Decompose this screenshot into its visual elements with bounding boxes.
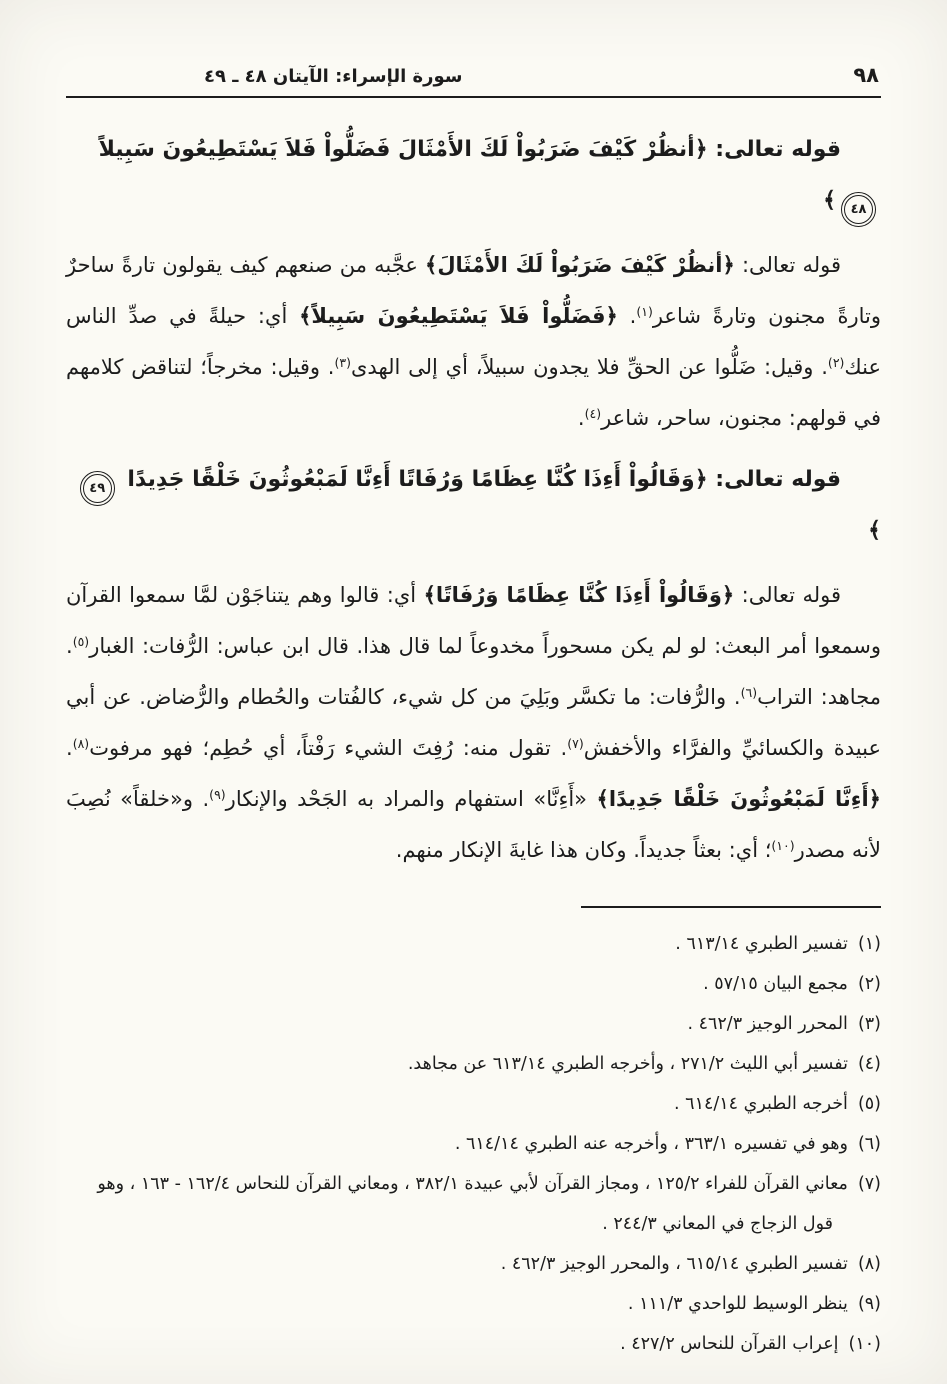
quran-verse: ﴿أنظُرْ كَيْفَ ضَرَبُواْ لَكَ الأَمْثَالَ﴾ (425, 253, 735, 277)
body-run: . وقيل: ضَلُّوا عن الحقِّ فلا يجدون سبيلاً، أي إلى الهدى (350, 355, 828, 379)
quran-verse: ﴿وَقَالُواْ أَءِذَا كُنَّا عِظَامًا وَرُفَاتًا﴾ (423, 583, 735, 607)
chapter-header: سورة الإسراء: الآيتان ٤٨ ـ ٤٩ (204, 66, 463, 87)
footnote-text: تفسير أبي الليث ٢٧١/٢ ، وأخرجه الطبري ٦١٣/١٤ عن مجاهد. (407, 1054, 848, 1074)
footnote-marker: (٩) (857, 1294, 881, 1314)
footnote-marker: (١٠) (848, 1334, 881, 1354)
footnote-item (66, 1324, 881, 1364)
footnote-item (66, 1124, 881, 1164)
footnote-ref: (١) (636, 304, 653, 319)
footnote-ref: (٣) (334, 355, 351, 370)
body-run: . وقيل: مخرجاً؛ لتناقض كلامهم في قولهم: مجنون، ساحر، شاعر (66, 355, 881, 430)
verse-heading (66, 454, 881, 556)
footnotes-list (66, 924, 881, 1364)
commentary-paragraph (66, 240, 881, 444)
qawluhu-label: قوله تعالى: (707, 467, 841, 492)
footnote-item (66, 1284, 881, 1324)
quran-verse: ﴿أَءِنَّا لَمَبْعُوثُونَ خَلْقًا جَدِيدًا﴾ (596, 787, 881, 811)
body-run: . (617, 304, 637, 328)
footnote-marker: (٧) (857, 1174, 881, 1194)
footnote-divider (581, 906, 881, 908)
footnote-ref: (٨) (72, 736, 90, 751)
footnote-ref: (٥) (72, 634, 90, 649)
footnote-text: معاني القرآن للفراء ١٢٥/٢ ، ومجاز القرآن لأبي عبيدة ٣٨٢/١ ، ومعاني القرآن للنحاس ١٦٢/٤ - ١٦٣ ، وهو قول الزجاج في المعاني ٢٤٤/٣ . (97, 1174, 848, 1234)
body-run: ؛ أي: بعثاً جديداً. وكان هذا غايةَ الإنكار منهم. (395, 838, 772, 862)
footnote-marker: (٢) (857, 974, 881, 994)
quran-verse: ﴿فَضَلُّواْ فَلاَ يَسْتَطِيعُونَ سَبِيلاً﴾ (299, 304, 618, 328)
footnote-text: تفسير الطبري ٦١٣/١٤ . (675, 934, 848, 954)
footnote-text: ينظر الوسيط للواحدي ١١١/٣ . (627, 1294, 848, 1314)
footnote-item (66, 1004, 881, 1044)
body-text (66, 124, 881, 876)
footnote-ref: (١٠) (771, 838, 795, 853)
verse-heading (66, 124, 881, 226)
footnote-ref: (٤) (584, 406, 602, 421)
commentary-paragraph (66, 570, 881, 876)
footnote-marker: (١) (857, 934, 881, 954)
body-run: . والرُّفات: ما تكسَّر وبَلِيَ من كل شيء، كالفُتات والحُطام والرُّضاض. عن أبي عبيدة والكسائيِّ والفرَّاء والأخفش (66, 685, 881, 760)
ayah-number-ornament: ٤٩ (83, 474, 112, 503)
body-run: قوله تعالى: (734, 253, 842, 277)
footnote-item (66, 1084, 881, 1124)
quran-verse: ﴿وَقَالُواْ أَءِذَا كُنَّا عِظَامًا وَرُفَاتًا أَءِنَّا لَمَبْعُوثُونَ خَلْقًا جَدِيدًا (119, 467, 708, 492)
footnote-item (66, 1244, 881, 1284)
footnote-marker: (٤) (857, 1054, 881, 1074)
body-run: أي: قالوا وهم يتناجَوْن لمَّا سمعوا القرآن وسمعوا أمر البعث: لو لم يكن مسحوراً مخدوعاً لما قال هذا. قال ابن عباس: الرُّفات: الغبار (66, 583, 881, 658)
footnote-marker: (٥) (857, 1094, 881, 1114)
qawluhu-label: قوله تعالى: (707, 137, 841, 162)
body-run: عجَّبه من صنعهم كيف يقولون تارةً ساحرٌ وتارةً مجنون وتارةً شاعر (66, 253, 881, 328)
footnote-item (66, 1044, 881, 1084)
page-header (66, 54, 881, 98)
footnote-text: المحرر الوجيز ٤٦٢/٣ . (687, 1014, 848, 1034)
footnote-item (66, 924, 881, 964)
quran-verse: ﴾ (823, 188, 836, 213)
body-run: . و«خلقاً» نُصِبَ لأنه مصدر (66, 787, 881, 862)
body-run: «أَءِنَّا» استفهام والمراد به الجَحْد والإنكار (225, 787, 597, 811)
footnote-text: مجمع البيان ٥٧/١٥ . (703, 974, 848, 994)
ayah-number-ornament: ٤٨ (844, 195, 873, 224)
body-run: . (577, 406, 585, 430)
footnote-text: أخرجه الطبري ٦١٤/١٤ . (674, 1094, 848, 1114)
footnote-marker: (٨) (857, 1254, 881, 1274)
body-run: أي: حيلةً في صدِّ الناس عنك (66, 304, 881, 379)
footnote-text: وهو في تفسيره ٣٦٣/١ ، وأخرجه عنه الطبري ٦١٤/١٤ . (454, 1134, 848, 1154)
footnote-ref: (٦) (740, 685, 758, 700)
body-run: قوله تعالى: (734, 583, 842, 607)
footnote-ref: (٢) (827, 355, 845, 370)
page-number: ٩٨ (853, 63, 879, 87)
footnote-ref: (٧) (567, 736, 584, 751)
footnote-item (66, 964, 881, 1004)
footnote-text: تفسير الطبري ٦١٥/١٤ ، والمحرر الوجيز ٤٦٢/٣ . (500, 1254, 848, 1274)
footnote-text: إعراب القرآن للنحاس ٤٢٧/٢ . (620, 1334, 839, 1354)
footnote-marker: (٣) (857, 1014, 881, 1034)
footnote-marker: (٦) (857, 1134, 881, 1154)
footnote-item (66, 1164, 881, 1244)
quran-verse: ﴿أنظُرْ كَيْفَ ضَرَبُواْ لَكَ الأَمْثَالَ فَضَلُّواْ فَلاَ يَسْتَطِيعُونَ سَبِيلاً (98, 137, 708, 162)
body-run: . (66, 736, 73, 760)
footnote-ref: (٩) (209, 787, 226, 802)
body-run: . تقول منه: رُفِتَ الشيء رَفْتاً، أي حُطِم؛ فهو مرفوت (89, 736, 568, 760)
body-run: . مجاهد: التراب (66, 634, 882, 709)
quran-verse: ﴾ (868, 518, 881, 543)
